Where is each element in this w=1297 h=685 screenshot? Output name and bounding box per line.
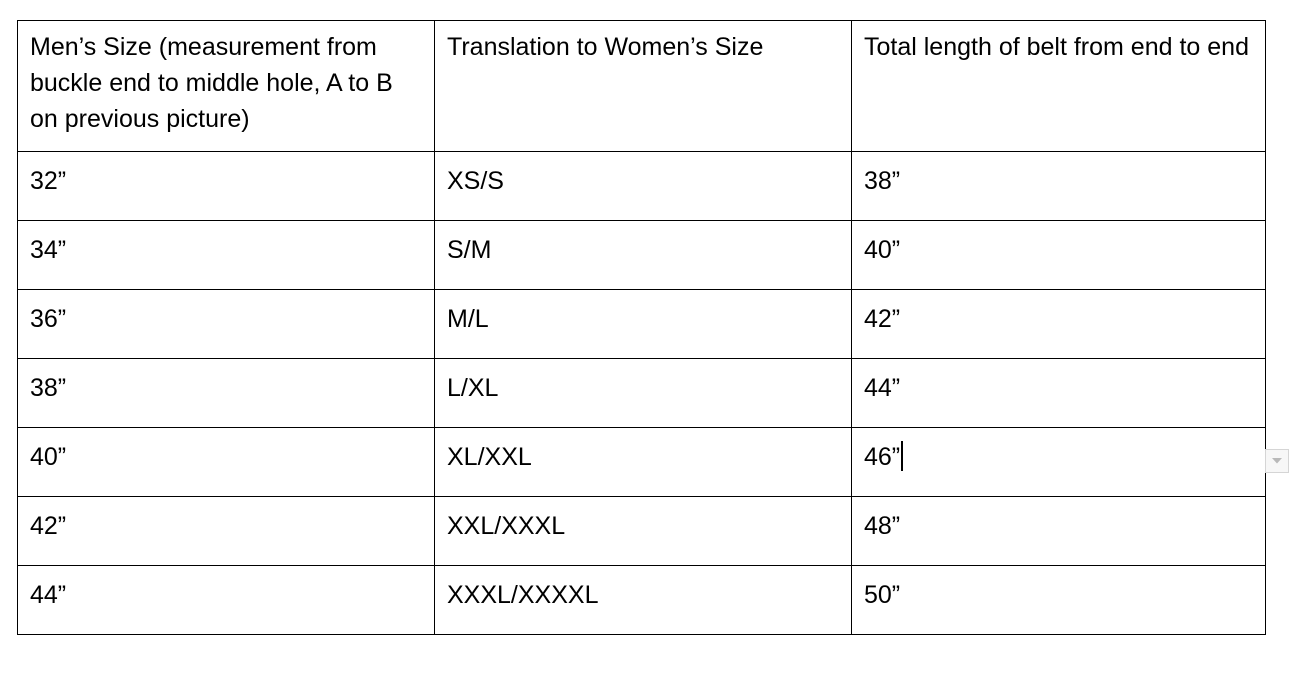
- cell-total-length-value: 42”: [864, 305, 901, 333]
- cell-total-length-value: 38”: [864, 167, 901, 195]
- cell-womens-size-value: XXXL/XXXXL: [447, 581, 599, 609]
- cell-womens-size: [435, 497, 852, 566]
- cell-total-length: [852, 152, 1266, 221]
- column-header-total-length: [852, 21, 1266, 152]
- table-row: [18, 428, 1266, 497]
- cell-womens-size: [435, 221, 852, 290]
- cell-mens-size: [18, 497, 435, 566]
- cell-womens-size-value: XS/S: [447, 167, 504, 195]
- cell-mens-size: [18, 428, 435, 497]
- cell-mens-size-value: 34”: [30, 236, 67, 264]
- cell-mens-size: [18, 290, 435, 359]
- belt-size-table: [17, 20, 1266, 635]
- cell-womens-size-value: XXL/XXXL: [447, 512, 566, 540]
- chevron-down-icon[interactable]: [1265, 449, 1289, 473]
- cell-mens-size-value: 40”: [30, 443, 67, 471]
- cell-total-length-value: 50”: [864, 581, 901, 609]
- cell-womens-size: [435, 152, 852, 221]
- cell-total-length: [852, 497, 1266, 566]
- cell-womens-size-value: S/M: [447, 236, 492, 264]
- table-row: [18, 221, 1266, 290]
- table-row: [18, 152, 1266, 221]
- cell-total-length: [852, 566, 1266, 635]
- column-header-total-length-label: Total length of belt from end to end: [864, 33, 1249, 61]
- cell-total-length-value: 40”: [864, 236, 901, 264]
- cell-womens-size: [435, 566, 852, 635]
- cell-mens-size-value: 44”: [30, 581, 67, 609]
- cell-total-length: [852, 221, 1266, 290]
- cell-mens-size: [18, 221, 435, 290]
- cell-total-length: [852, 359, 1266, 428]
- cell-womens-size: [435, 428, 852, 497]
- cell-womens-size: [435, 359, 852, 428]
- cell-total-length: [852, 290, 1266, 359]
- text-cursor: [901, 441, 903, 471]
- column-header-womens-size-label: Translation to Women’s Size: [447, 33, 764, 61]
- table-row: [18, 290, 1266, 359]
- table-row: [18, 497, 1266, 566]
- column-header-mens-size: [18, 21, 435, 152]
- cell-womens-size-value: L/XL: [447, 374, 499, 402]
- cell-mens-size-value: 36”: [30, 305, 67, 333]
- cell-total-length-value: 44”: [864, 374, 901, 402]
- cell-total-length-value: 46”: [864, 443, 901, 471]
- column-header-womens-size: [435, 21, 852, 152]
- cell-womens-size-value: XL/XXL: [447, 443, 532, 471]
- cell-total-length-value: 48”: [864, 512, 901, 540]
- cell-mens-size-value: 38”: [30, 374, 67, 402]
- table-header-row: [18, 21, 1266, 152]
- cell-mens-size-value: 42”: [30, 512, 67, 540]
- cell-mens-size: [18, 152, 435, 221]
- table-row: [18, 566, 1266, 635]
- cell-mens-size: [18, 566, 435, 635]
- table-row: [18, 359, 1266, 428]
- cell-womens-size-value: M/L: [447, 305, 489, 333]
- cell-mens-size: [18, 359, 435, 428]
- cell-mens-size-value: 32”: [30, 167, 67, 195]
- cell-womens-size: [435, 290, 852, 359]
- cell-total-length-editing[interactable]: [852, 428, 1266, 497]
- column-header-mens-size-label: Men’s Size (measurement from buckle end to middle hole, A to B on previous picture): [30, 33, 400, 133]
